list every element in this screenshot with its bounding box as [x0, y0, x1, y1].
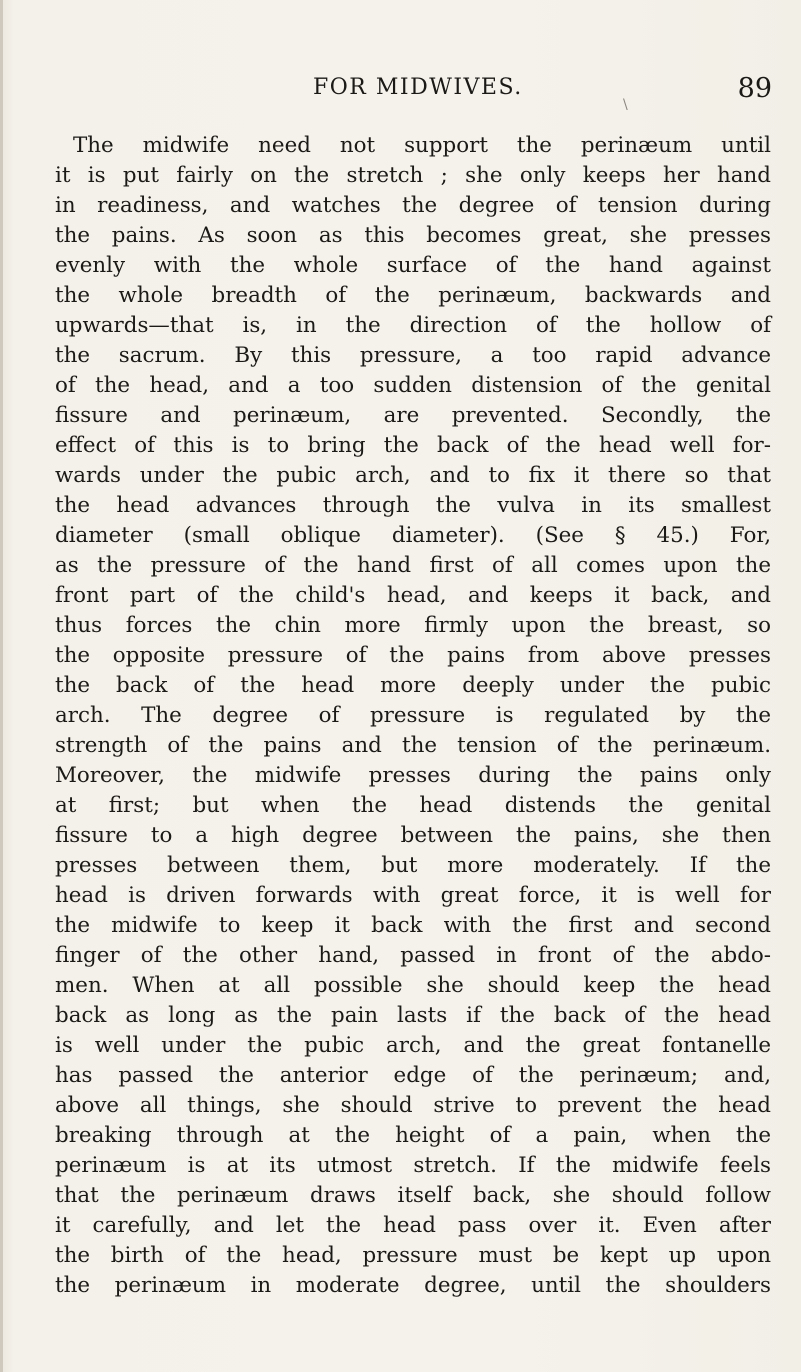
- text-line: strength of the pains and the tension of the perinæum.: [55, 733, 771, 758]
- text-line: Moreover, the midwife presses during the pains only: [55, 763, 771, 788]
- text-line: above all things, she should strive to prevent the head: [55, 1093, 771, 1118]
- text-line: back as long as the pain lasts if the back of the head: [55, 1003, 771, 1028]
- text-line: head is driven forwards with great force, it is well for: [55, 883, 771, 908]
- text-line: front part of the child's head, and keeps it back, and: [55, 583, 771, 608]
- text-line: evenly with the whole surface of the hand against: [55, 253, 771, 278]
- text-line: diameter (small oblique diameter). (See § 45.) For,: [55, 523, 771, 548]
- text-line: fissure to a high degree between the pains, she then: [55, 823, 771, 848]
- text-line: the sacrum. By this pressure, a too rapid advance: [55, 343, 771, 368]
- text-line: arch. The degree of pressure is regulated by the: [55, 703, 771, 728]
- text-line: has passed the anterior edge of the perinæum; and,: [55, 1063, 771, 1088]
- page-header: [0, 69, 801, 113]
- page-edge: [0, 0, 3, 1372]
- text-line: is well under the pubic arch, and the great fontanelle: [55, 1033, 771, 1058]
- page-number: 89: [737, 73, 772, 104]
- text-line: at first; but when the head distends the genital: [55, 793, 771, 818]
- text-line: of the head, and a too sudden distension of the genital: [55, 373, 771, 398]
- text-line: thus forces the chin more firmly upon the breast, so: [55, 613, 771, 638]
- text-line: the back of the head more deeply under the pubic: [55, 673, 771, 698]
- text-line: the pains. As soon as this becomes great, she presses: [55, 223, 771, 248]
- text-line: the midwife to keep it back with the first and second: [55, 913, 771, 938]
- text-line: The midwife need not support the perinæum until: [73, 133, 771, 158]
- text-line: perinæum is at its utmost stretch. If the midwife feels: [55, 1153, 771, 1178]
- text-line: the birth of the head, pressure must be kept up upon: [55, 1243, 771, 1268]
- text-line: the opposite pressure of the pains from above presses: [55, 643, 771, 668]
- text-line: in readiness, and watches the degree of tension during: [55, 193, 771, 218]
- text-line: the head advances through the vulva in its smallest: [55, 493, 771, 518]
- text-line: fissure and perinæum, are prevented. Secondly, the: [55, 403, 771, 428]
- text-line: presses between them, but more moderately. If the: [55, 853, 771, 878]
- text-line: breaking through at the height of a pain, when the: [55, 1123, 771, 1148]
- text-line: upwards—that is, in the direction of the hollow of: [55, 313, 771, 338]
- text-line: it is put fairly on the stretch ; she only keeps her hand: [55, 163, 771, 188]
- text-line: men. When at all possible she should keep the head: [55, 973, 771, 998]
- stray-mark: \: [623, 97, 628, 113]
- text-line: finger of the other hand, passed in front of the abdo-: [55, 943, 771, 968]
- text-line: it carefully, and let the head pass over it. Even after: [55, 1213, 771, 1238]
- text-line: wards under the pubic arch, and to fix it there so that: [55, 463, 771, 488]
- body-paragraph: [55, 131, 771, 1301]
- text-line: as the pressure of the hand first of all comes upon the: [55, 553, 771, 578]
- text-line: that the perinæum draws itself back, she should follow: [55, 1183, 771, 1208]
- text-line: the perinæum in moderate degree, until the shoulders: [55, 1273, 771, 1298]
- running-head: FOR MIDWIVES.: [313, 75, 523, 100]
- text-line: the whole breadth of the perinæum, backwards and: [55, 283, 771, 308]
- text-line: effect of this is to bring the back of the head well for-: [55, 433, 771, 458]
